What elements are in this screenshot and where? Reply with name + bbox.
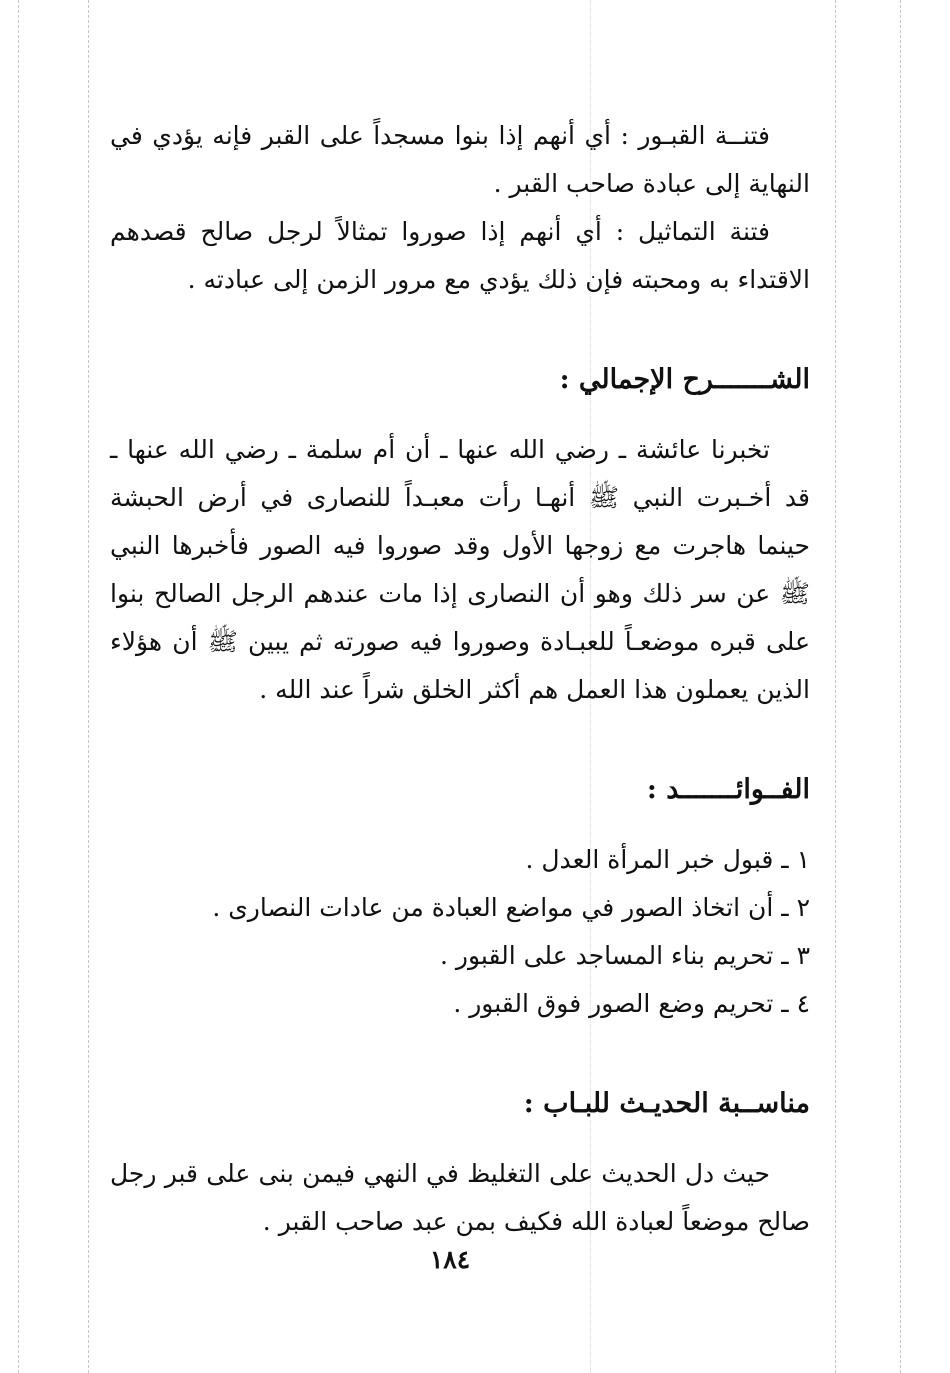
scan-guide-line [900,0,901,1373]
scan-guide-line [88,0,89,1373]
page-content [110,112,810,1246]
munasaba-heading: مناســبة الحديـث للبـاب : [523,1088,810,1119]
list-item: ١ ـ قبول خبر المرأة العدل . [525,845,810,874]
fawaid-list [110,836,810,1028]
scan-guide-line [835,0,836,1373]
munasaba-paragraph: حيث دل الحديث على التغليظ في النهي فيمن بنى على قبر رجل صالح موضعاً لعبادة الله فكيف بمن عبد صاحب القبر . [110,1159,810,1236]
page-number: ١٨٤ [429,1245,471,1274]
fitnat-qubur-paragraph: فتنــة القبـور : أي أنهم إذا بنوا مسجداً على القبر فإنه يؤدي في النهاية إلى عبادة صاحب القبر . [110,121,810,198]
sharh-heading: الشـــــــرح الإجمالي : [559,364,810,395]
fawaid-heading: الفــوائـــــــد : [646,774,810,805]
sharh-paragraph: تخبرنا عائشة ـ رضي الله عنها ـ أن أم سلمة ـ رضي الله عنها ـ قد أخـبرت النبي ﷺ أنهـا رأت معبـداً للنصارى في أرض الحبشة حينما هاجرت مع زوجها الأول وقد صوروا فيه الصور فأخبرها النبي ﷺ عن سر ذلك وهو أن النصارى إذا مات عندهم الرجل الصالح بنوا على قبره موضعـاً للعبـادة وصوروا فيه صورته ثم يبين ﷺ أن هؤلاء الذين يعملون هذا العمل هم أكثر الخلق شراً عند الله . [110,435,810,704]
list-item: ٢ ـ أن اتخاذ الصور في مواضع العبادة من عادات النصارى . [212,893,810,922]
list-item: ٤ ـ تحريم وضع الصور فوق القبور . [453,989,810,1018]
list-item: ٣ ـ تحريم بناء المساجد على القبور . [440,941,810,970]
fitnat-tamathil-paragraph: فتنة التماثيل : أي أنهم إذا صوروا تمثالاً لرجل صالح قصدهم الاقتداء به ومحبته فإن ذلك يؤدي مع مرور الزمن إلى عبادته . [110,217,810,294]
scan-guide-line [18,0,19,1373]
